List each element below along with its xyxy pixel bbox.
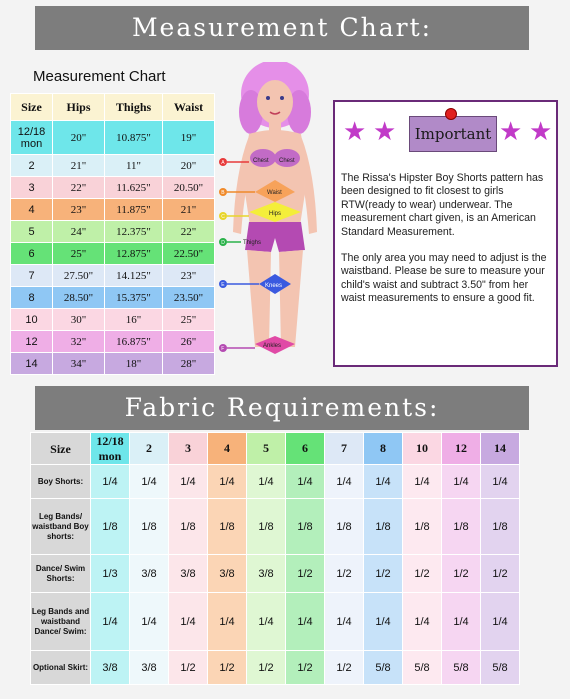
fabric-cell: 1/2 (286, 555, 325, 593)
fabric-row-label: Optional Skirt: (31, 651, 91, 685)
fabric-cell: 1/8 (91, 499, 130, 555)
col-header-waist: Waist (163, 94, 215, 121)
fabric-row (31, 555, 520, 593)
measurement-row (11, 155, 215, 177)
measurement-cell-size: 5 (11, 221, 53, 243)
fabric-cell: 3/8 (169, 555, 208, 593)
fabric-row-label: Leg Bands/ waistband Boy shorts: (31, 499, 91, 555)
measurement-cell-thighs: 14.125" (105, 265, 163, 287)
important-label: Important (409, 116, 497, 152)
fabric-row (31, 465, 520, 499)
label-waist: Waist (267, 190, 282, 196)
fabric-cell: 1/8 (208, 499, 247, 555)
fabric-size-col-header: 12/18 mon (91, 433, 130, 465)
fabric-cell: 1/2 (442, 555, 481, 593)
fabric-cell: 1/4 (91, 593, 130, 651)
measurement-cell-thighs: 11" (105, 155, 163, 177)
fabric-cell: 1/2 (286, 651, 325, 685)
fabric-cell: 1/4 (325, 593, 364, 651)
face (257, 80, 293, 124)
important-header (335, 108, 556, 154)
fabric-row-label: Dance/ Swim Shorts: (31, 555, 91, 593)
fabric-requirements-banner: Fabric Requirements: (35, 386, 529, 430)
star-icon: ★ (529, 116, 553, 146)
measurement-cell-hips: 25" (53, 243, 105, 265)
col-header-thighs: Thighs (105, 94, 163, 121)
fabric-cell: 1/4 (364, 593, 403, 651)
measurement-cell-size: 12 (11, 331, 53, 353)
measurement-cell-waist: 26" (163, 331, 215, 353)
pushpin-icon (445, 108, 457, 120)
measurement-cell-size: 12/18 mon (11, 121, 53, 155)
measurement-cell-size: 7 (11, 265, 53, 287)
svg-text:A: A (221, 160, 225, 166)
label-knees: Knees (265, 283, 283, 289)
measurement-cell-waist: 22" (163, 221, 215, 243)
important-paragraph-2: The only area you may need to adjust is the waistband. Please be sure to measure your child's waist and subtract 3.50" from her waist measurements to ensure a good fit. (341, 252, 547, 305)
measurement-cell-thighs: 11.875" (105, 199, 163, 221)
col-header-size: Size (11, 94, 53, 121)
fabric-row-label: Boy Shorts: (31, 465, 91, 499)
fabric-cell: 1/4 (442, 465, 481, 499)
fabric-cell: 1/2 (481, 555, 520, 593)
measurement-row (11, 331, 215, 353)
measurement-cell-waist: 19" (163, 121, 215, 155)
fabric-cell: 5/8 (403, 651, 442, 685)
fabric-cell: 1/4 (208, 593, 247, 651)
measurement-row (11, 265, 215, 287)
fabric-cell: 1/4 (169, 593, 208, 651)
measurement-cell-waist: 23.50" (163, 287, 215, 309)
fabric-cell: 1/4 (130, 593, 169, 651)
fabric-cell: 1/2 (364, 555, 403, 593)
measurement-row (11, 221, 215, 243)
fabric-size-header: Size (31, 433, 91, 465)
label-chest-right: Chest (279, 158, 295, 164)
fabric-cell: 1/8 (364, 499, 403, 555)
measurement-row (11, 243, 215, 265)
fabric-cell: 3/8 (130, 651, 169, 685)
fabric-cell: 3/8 (247, 555, 286, 593)
measurement-cell-hips: 34" (53, 353, 105, 375)
fabric-cell: 1/4 (130, 465, 169, 499)
fabric-row (31, 499, 520, 555)
measurement-row (11, 353, 215, 375)
fabric-cell: 1/4 (208, 465, 247, 499)
label-hips: Hips (269, 211, 282, 217)
fabric-cell: 1/4 (325, 465, 364, 499)
measurement-cell-thighs: 18" (105, 353, 163, 375)
fabric-size-col-header: 5 (247, 433, 286, 465)
shorts (245, 222, 305, 252)
fabric-size-col-header: 2 (130, 433, 169, 465)
important-paragraph-1: The Rissa's Hipster Boy Shorts pattern has been designed to fit closest to girls RTW(ready to wear) underwear. The measurement chart given, is an American Standard Measurement. (341, 172, 544, 238)
fabric-cell: 1/2 (208, 651, 247, 685)
measurement-cell-thighs: 12.375" (105, 221, 163, 243)
fabric-size-col-header: 7 (325, 433, 364, 465)
measurement-cell-size: 3 (11, 177, 53, 199)
measurement-cell-waist: 22.50" (163, 243, 215, 265)
measurement-cell-thighs: 11.625" (105, 177, 163, 199)
fabric-cell: 3/8 (130, 555, 169, 593)
measurement-cell-hips: 21" (53, 155, 105, 177)
fabric-cell: 1/8 (169, 499, 208, 555)
fabric-size-col-header: 10 (403, 433, 442, 465)
measurement-cell-waist: 23" (163, 265, 215, 287)
label-chest-left: Chest (253, 158, 269, 164)
fabric-cell: 1/4 (286, 465, 325, 499)
svg-text:B: B (221, 190, 225, 196)
measurement-cell-hips: 22" (53, 177, 105, 199)
measurement-chart-title: Measurement Chart (33, 68, 166, 85)
measurement-cell-thighs: 15.375" (105, 287, 163, 309)
svg-text:F: F (221, 346, 225, 352)
fabric-cell: 5/8 (442, 651, 481, 685)
important-text (341, 172, 553, 319)
svg-text:C: C (221, 214, 225, 220)
measurement-cell-waist: 25" (163, 309, 215, 331)
measurement-cell-size: 10 (11, 309, 53, 331)
fabric-row-label: Leg Bands and waistband Dance/ Swim: (31, 593, 91, 651)
measurement-cell-thighs: 12.875" (105, 243, 163, 265)
measurement-cell-waist: 20.50" (163, 177, 215, 199)
fabric-cell: 5/8 (364, 651, 403, 685)
svg-text:D: D (221, 240, 225, 246)
measurement-cell-hips: 30" (53, 309, 105, 331)
fabric-cell: 1/4 (481, 465, 520, 499)
measurement-row (11, 199, 215, 221)
fabric-cell: 1/4 (481, 593, 520, 651)
measurement-table (10, 93, 215, 375)
measurement-cell-hips: 27.50" (53, 265, 105, 287)
measurement-row (11, 287, 215, 309)
fabric-cell: 3/8 (91, 651, 130, 685)
measurement-row (11, 309, 215, 331)
measurement-cell-hips: 32" (53, 331, 105, 353)
fabric-cell: 1/8 (403, 499, 442, 555)
measurement-cell-thighs: 16.875" (105, 331, 163, 353)
marker-f (219, 344, 255, 352)
measurement-row (11, 121, 215, 155)
right-leg (279, 250, 303, 347)
fabric-cell: 1/8 (325, 499, 364, 555)
star-icon: ★ (373, 116, 397, 146)
fabric-cell: 1/8 (130, 499, 169, 555)
measurement-cell-waist: 20" (163, 155, 215, 177)
measurement-cell-thighs: 16" (105, 309, 163, 331)
fabric-cell: 1/8 (286, 499, 325, 555)
fabric-row (31, 593, 520, 651)
left-leg (247, 250, 271, 347)
fabric-size-col-header: 4 (208, 433, 247, 465)
fabric-cell: 1/4 (403, 465, 442, 499)
fabric-cell: 1/4 (169, 465, 208, 499)
fabric-cell: 1/8 (247, 499, 286, 555)
fabric-size-col-header: 3 (169, 433, 208, 465)
fabric-cell: 1/8 (442, 499, 481, 555)
measurement-cell-hips: 23" (53, 199, 105, 221)
star-icon: ★ (343, 116, 367, 146)
fabric-size-col-header: 6 (286, 433, 325, 465)
fabric-cell: 1/4 (364, 465, 403, 499)
measurement-row (11, 177, 215, 199)
fabric-size-col-header: 12 (442, 433, 481, 465)
fabric-cell: 1/8 (481, 499, 520, 555)
fabric-cell: 1/4 (286, 593, 325, 651)
measurement-cell-size: 6 (11, 243, 53, 265)
fabric-cell: 1/2 (325, 651, 364, 685)
fabric-size-col-header: 14 (481, 433, 520, 465)
fabric-cell: 5/8 (481, 651, 520, 685)
important-note-box (333, 100, 558, 367)
measurement-cell-size: 8 (11, 287, 53, 309)
measurement-cell-size: 2 (11, 155, 53, 177)
fabric-size-col-header: 8 (364, 433, 403, 465)
measurement-cell-thighs: 10.875" (105, 121, 163, 155)
measurement-cell-hips: 24" (53, 221, 105, 243)
label-thighs: Thighs (243, 240, 262, 246)
fabric-cell: 1/2 (169, 651, 208, 685)
fabric-table (30, 432, 520, 685)
fabric-cell: 1/4 (403, 593, 442, 651)
measurement-cell-waist: 21" (163, 199, 215, 221)
fabric-cell: 1/3 (91, 555, 130, 593)
star-icon: ★ (499, 116, 523, 146)
fabric-cell: 3/8 (208, 555, 247, 593)
fabric-header-row (31, 433, 520, 465)
fabric-row (31, 651, 520, 685)
measurement-cell-hips: 28.50" (53, 287, 105, 309)
measurement-cell-size: 14 (11, 353, 53, 375)
fabric-cell: 1/2 (325, 555, 364, 593)
child-figure (215, 62, 335, 370)
fabric-cell: 1/4 (247, 465, 286, 499)
fabric-cell: 1/2 (247, 651, 286, 685)
fabric-cell: 1/4 (247, 593, 286, 651)
measurement-chart-banner: Measurement Chart: (35, 6, 529, 50)
label-ankles: Ankles (263, 343, 282, 349)
measurement-cell-hips: 20" (53, 121, 105, 155)
measurement-cell-size: 4 (11, 199, 53, 221)
col-header-hips: Hips (53, 94, 105, 121)
fabric-cell: 1/4 (91, 465, 130, 499)
fabric-cell: 1/4 (442, 593, 481, 651)
measurement-cell-waist: 28" (163, 353, 215, 375)
svg-text:E: E (221, 282, 225, 288)
fabric-cell: 1/2 (403, 555, 442, 593)
measurement-header-row (11, 94, 215, 121)
